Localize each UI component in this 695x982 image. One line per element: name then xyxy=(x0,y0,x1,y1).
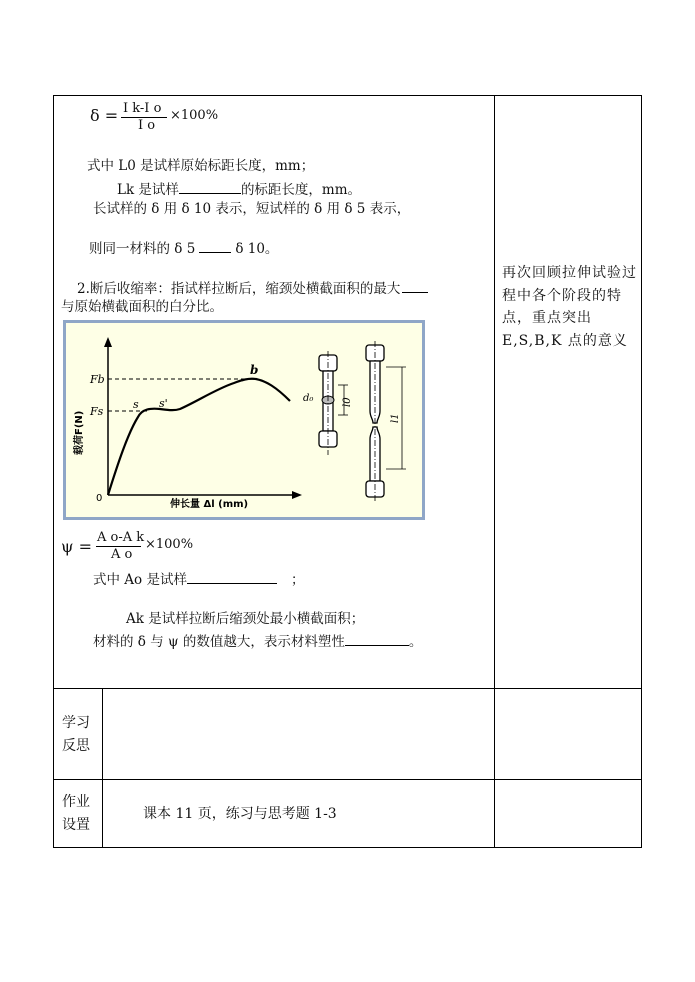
text-compare-a: 则同一材料的 δ 5 xyxy=(89,241,196,257)
text-line-long-short: 长试样的 δ 用 δ 10 表示，短试样的 δ 用 δ 5 表示， xyxy=(93,201,411,217)
row-label-reflection: 学习反思 xyxy=(62,715,90,754)
row-label-homework: 作业设置 xyxy=(62,794,90,833)
text-line-shrink-def-2: 与原始横截面积的白分比。 xyxy=(61,299,223,315)
label-fs: Fs xyxy=(90,405,104,418)
text-lk-a: Lk 是试样 xyxy=(117,182,179,198)
label-origin: 0 xyxy=(96,493,103,504)
formula-delta-lhs: δ = xyxy=(90,106,119,125)
text-line-compare xyxy=(89,238,278,258)
formula-delta-times: ×100% xyxy=(170,108,219,123)
stress-strain-svg xyxy=(66,323,422,517)
text-a0-b: ； xyxy=(290,572,305,588)
formula-psi-numerator: A o-A k xyxy=(97,530,145,545)
col-divider-right xyxy=(494,95,495,848)
text-line-ak: Ak 是试样拉断后缩颈处最小横截面积； xyxy=(126,611,365,627)
text-line-a0 xyxy=(93,569,304,589)
text-plasticity-b: 。 xyxy=(408,634,423,650)
teacher-side-note: 再次回顾拉伸试验过程中各个阶段的特点，重点突出 E,S,B,K 点的意义 xyxy=(502,265,637,349)
text-shrink-a: 2.断后收缩率：指试样拉断后，缩颈处横截面积的最大 xyxy=(77,281,401,297)
text-lk-b: 的标距长度，mm。 xyxy=(240,182,362,198)
text-line-plasticity xyxy=(93,631,422,651)
stress-strain-figure xyxy=(63,320,425,520)
blank-plasticity xyxy=(345,631,409,646)
text-line-l0: 式中 L0 是试样原始标距长度，mm； xyxy=(87,158,315,174)
blank-a0 xyxy=(187,569,277,584)
blank-lk xyxy=(179,179,241,194)
row-divider-1 xyxy=(53,688,642,689)
text-line-lk xyxy=(117,179,361,199)
label-s: s xyxy=(133,398,139,411)
blank-shrink xyxy=(402,278,428,293)
label-d0: d₀ xyxy=(303,393,314,404)
col-divider-label xyxy=(102,688,103,848)
label-x-axis: 伸长量 Δl (mm) xyxy=(170,499,249,510)
text-a0-a: 式中 Ao 是试样 xyxy=(93,572,187,588)
text-compare-b: δ 10。 xyxy=(235,241,279,257)
formula-delta-numerator: I k-I o xyxy=(123,101,162,116)
homework-text: 课本 11 页，练习与思考题 1-3 xyxy=(143,806,337,822)
label-l0: l0 xyxy=(342,397,353,407)
formula-psi-lhs: ψ = xyxy=(61,537,93,556)
text-plasticity-a: 材料的 δ 与 ψ 的数值越大，表示材料塑性 xyxy=(93,634,345,650)
formula-delta-denominator: I o xyxy=(138,118,156,133)
label-l1: l1 xyxy=(390,413,401,423)
formula-psi-times: ×100% xyxy=(145,537,194,552)
formula-psi-denominator: A o xyxy=(111,547,133,562)
label-fb: Fb xyxy=(90,373,105,386)
label-s-prime: s' xyxy=(159,397,168,410)
label-b: b xyxy=(250,363,259,377)
text-line-shrink-def xyxy=(77,278,428,298)
label-y-axis: 载荷F(N) xyxy=(74,410,85,455)
blank-compare xyxy=(199,238,231,253)
row-divider-2 xyxy=(53,779,642,780)
